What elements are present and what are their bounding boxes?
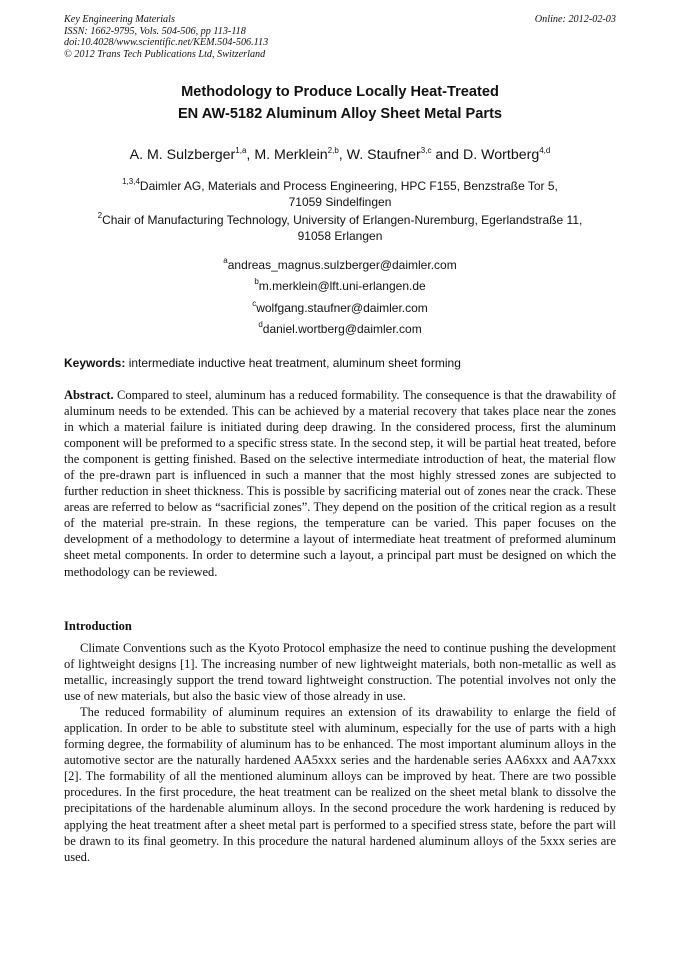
abstract-text: Compared to steel, aluminum has a reduced formability. The consequence is that the drawability of aluminum needs to be extended. This can be achieved by a material recovery that takes place near the zones in which a material failure is initiated during deep drawing. In the considered process, first the aluminum component will be preformed to a specific stress state. In the second step, it will be partial heat treated, before the component is getting finished. Based on the selective intermediate introduction of heat, the material flow of the pre-drawn part is influenced in such a manner that the most highly stressed zones are subjected to further reduction in sheet thickness. This is possible by sacrificing material out of zones near the crack. These areas are referred to below as “sacrificial zones”. They depend on the position of the critical region as a result of the material pre-strain. In these regions, the temperature can be varied. This paper focuses on the development of a methodology to determine a layout of intermediate heat treatment of preformed aluminum sheet metal components. In order to determine such a layout, a principal part must be designed on which the methodology can be reviewed. — [64, 388, 616, 579]
author-3 — [347, 147, 463, 163]
title-line-2: EN AW-5182 Aluminum Alloy Sheet Metal Parts — [177, 106, 503, 122]
author-name: M. Merklein — [254, 147, 328, 163]
author-sep: , — [338, 147, 347, 163]
paragraph: The reduced formability of aluminum requires an extension of its drawability to enlarge the field of application. In order to be able to substitute steel with aluminum, especially for the use of parts with a high forming degree, the formability of aluminum has to be enhanced. The most important aluminum alloys in the automotive sector are the naturally hardened AA5xxx series and the hardenable series AA6xxx and AA7xxx [2]. The formability of all the mentioned aluminum alloys can be improved by heat. There are two possible procedures. In the first procedure, the heat treatment can be realized on the sheet metal blank to dissolve the precipitations of the hardenable aluminum alloys. In the second procedure the work hardening is reduced by applying the heat treatment after a sheet metal part is performed to a specified stress state, before the part will be drawn to its final geometry. In this procedure the natural hardened aluminum alloys of the 5xxx series are used. — [64, 705, 616, 864]
author-sup: 4,d — [539, 146, 551, 155]
abstract — [64, 387, 616, 580]
author-name: A. M. Sulzberger — [129, 147, 236, 163]
author-1 — [130, 147, 255, 163]
affiliation-1 — [64, 178, 616, 210]
doi-line[interactable]: doi:10.4028/www.scientific.net/KEM.504-506.113 — [64, 37, 269, 49]
author-4 — [463, 147, 550, 163]
email-address[interactable]: wolfgang.staufner@daimler.com — [256, 300, 428, 315]
affiliation-sup: 2 — [97, 211, 103, 220]
keywords — [64, 355, 616, 371]
author-sup: 3,c — [420, 146, 432, 155]
keywords-text: intermediate inductive heat treatment, aluminum sheet forming — [125, 356, 461, 370]
affiliation-line: Daimler AG, Materials and Process Engineering, HPC F155, Benzstraße Tor 5, — [139, 179, 558, 193]
author-sep: , — [246, 147, 255, 163]
email-address[interactable]: m.merklein@lft.uni-erlangen.de — [258, 279, 426, 294]
affiliation-line: Chair of Manufacturing Technology, University of Erlangen-Nuremburg, Egerlandstraße 11, — [102, 213, 583, 227]
email-sup: a — [223, 256, 228, 265]
section-heading-introduction: Introduction — [64, 619, 132, 633]
journal-header — [64, 14, 616, 60]
paragraph: Climate Conventions such as the Kyoto Protocol emphasize the need to continue pushing the development of lightweight designs [1]. The increasing number of new lightweight materials, both non-metallic as well as metallic, increasingly support the trend toward lightweight construction. The potential involves not only the use of new materials, but also the basic view of those already in use. — [64, 641, 616, 704]
affiliation-2 — [64, 212, 616, 244]
email-sup: b — [254, 277, 259, 287]
email-item[interactable] — [64, 319, 616, 340]
email-list — [64, 255, 616, 340]
email-item[interactable] — [64, 255, 616, 276]
author-sep: and — [431, 147, 464, 163]
abstract-label: Abstract. — [64, 388, 114, 402]
author-name: W. Staufner — [346, 147, 421, 163]
keywords-label: Keywords: — [64, 356, 126, 370]
email-address[interactable]: daniel.wortberg@daimler.com — [262, 321, 422, 336]
affiliation-line: 91058 Erlangen — [297, 229, 383, 243]
paper-title — [64, 81, 616, 125]
issn-line: ISSN: 1662-9795, Vols. 504-506, pp 113-118 — [64, 25, 246, 37]
introduction-body — [64, 640, 616, 865]
author-name: D. Wortberg — [463, 147, 540, 163]
affiliation-sup: 1,3,4 — [122, 177, 140, 186]
author-sup: 2,b — [327, 146, 339, 155]
email-address[interactable]: andreas_magnus.sulzberger@daimler.com — [227, 258, 457, 272]
online-date: Online: 2012-02-03 — [534, 14, 616, 25]
author-list — [64, 145, 616, 165]
author-2 — [254, 147, 346, 163]
title-line-1: Methodology to Produce Locally Heat-Treated — [181, 84, 499, 100]
email-sup: d — [258, 319, 263, 329]
email-item[interactable] — [64, 298, 616, 319]
journal-name: Key Engineering Materials — [64, 14, 175, 25]
affiliation-line: 71059 Sindelfingen — [288, 195, 392, 209]
email-item[interactable] — [64, 276, 616, 297]
author-sup: 1,a — [235, 146, 247, 155]
email-sup: c — [252, 298, 257, 308]
copyright-line: © 2012 Trans Tech Publications Ltd, Switzerland — [64, 48, 266, 60]
